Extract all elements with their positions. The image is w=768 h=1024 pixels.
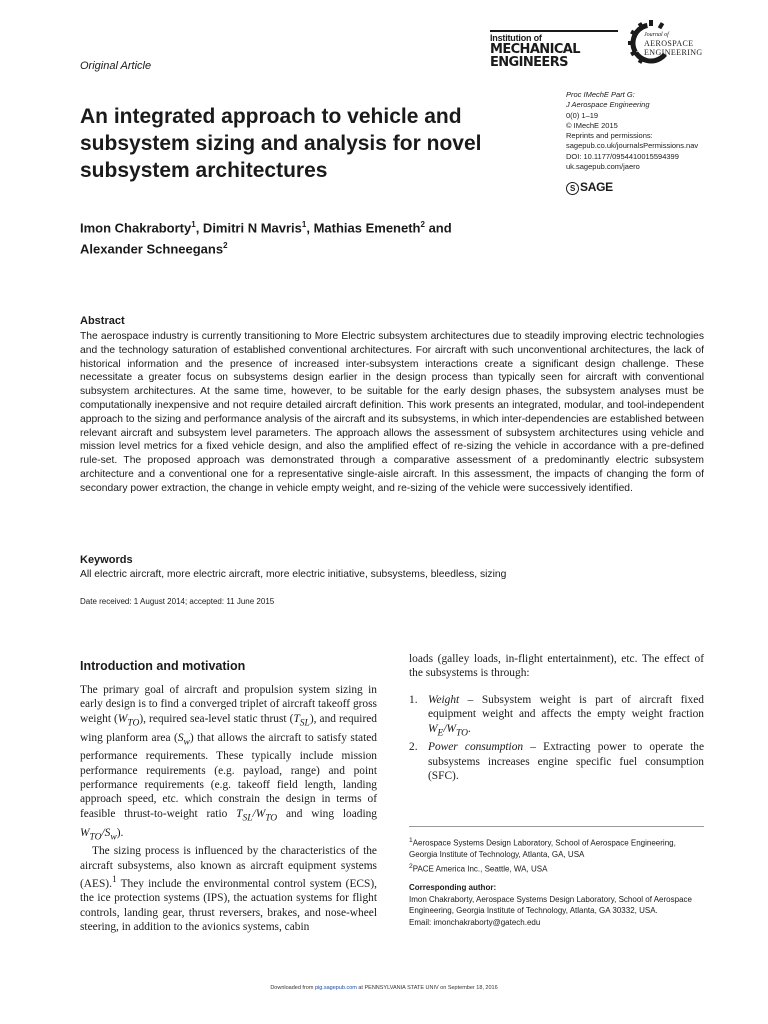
math-subscript: E [437,727,444,738]
journal-logo-line3: ENGINEERING [644,48,703,57]
math-subscript: SL [299,718,310,729]
math-symbol: /W [443,722,456,735]
math-subscript: w [110,831,117,842]
corresponding-author [409,882,704,928]
list-item [409,740,704,783]
paper-title: An integrated approach to vehicle and subsystem sizing and analysis for novel subsystem architectures [80,105,482,182]
author-name: Imon Chakraborty [80,220,192,236]
math-symbol: W [80,826,90,839]
math-symbol: T [236,807,243,820]
affiliation [409,861,704,875]
logo-line2: MECHANICAL [490,42,580,57]
effects-list [409,693,704,784]
list-number: 1. [409,693,418,706]
math-subscript: TO [265,813,278,824]
sage-icon: S [566,182,579,195]
body-paragraph [80,683,377,844]
math-subscript: w [183,736,190,747]
text-run: The sizing process is influenced by the characteristics of the aircraft subsystems, also known as aircraft equipment systems (AES). [80,845,377,890]
sage-name: SAGE [580,180,613,194]
keywords-heading: Keywords [80,554,133,566]
journal-info-line: Reprints and permissions: [566,131,653,141]
list-lead: Power consumption [428,741,524,754]
math-symbol: W [117,712,128,725]
permissions-link[interactable]: sagepub.co.uk/journalsPermissions.nav [566,141,699,151]
journal-logo-line2: AEROSPACE [644,39,694,48]
math-symbol: S [177,731,184,744]
doi-link[interactable]: DOI: 10.1177/0954410015594399 [566,151,679,161]
citation-ref[interactable]: 1 [111,875,117,885]
author-name: , Dimitri N Mavris [195,220,302,236]
logo-line3: ENGINEERS [490,55,568,70]
math-subscript: TO [455,727,468,738]
abstract-text: The aerospace industry is currently transitioning to More Electric subsystem architectures due to steadily improving electric technologies and the technology saturation of established conventional architectures. For aircraft with such unconventional architectures, the lack of historical information and the presence of increased inter-subsystem interactions create a significant design challenge. These necessitate a greater focus on subsystems design earlier in the design process than typically seen for aircraft with conventional subsystem architectures. At the same time, however, to be suitable for the early design phases, the subsystem analyses must be computationally inexpensive and not require detailed aircraft definition. This work presents an integrated, modular, and tool-independent approach to the sizing and performance analysis of the aircraft and its subsystems, in which inter-dependencies are established between relevant aircraft and subsystem level parameters. The approach allows the assessment of subsystem architectures using vehicle and mission level metrics for a fixed vehicle design, and also the amplified effect of re-sizing the vehicle in accordance with a pre-defined rule-set. The proposed approach was demonstrated through a comparative assessment of a predominantly electric subsystem architecture and a conventional one for a representative single-aisle aircraft. In this assessment, the impacts of changing the form of secondary power extraction, the change in vehicle empty weight, and re-sizing of the vehicle were successively identified. [80,331,704,494]
text-run: ) that allows the aircraft to satisfy stated performance requirements. These typically include mission performance requirements (e.g. payload, range) and point performance requirements (e.g. takeoff field length, landing approach speed, etc. which constrain the design in terms of feasible thrust-to-weight ratio [80,731,377,820]
footnote-divider [409,826,704,827]
logo-rule [490,30,618,32]
journal-info-line: Proc IMechE Part G: [566,90,635,99]
body-column-right [409,652,704,784]
body-paragraph [80,844,377,934]
text-run: ). [116,826,124,839]
corresponding-email[interactable]: Email: imonchakraborty@gatech.edu [409,917,541,927]
math-symbol: /W [252,807,266,820]
logo-line1: Institution of [490,33,542,43]
text-run: The primary goal of aircraft and propulsion system sizing in early design is to find a converged triplet of aircraft takeoff gross weight ( [80,684,377,725]
corresponding-address: Imon Chakraborty, Aerospace Systems Design Laboratory, School of Aerospace Engineering, Georgia Institute of Technology, Atlanta, GA 30332, USA. [409,894,692,916]
math-subscript: TO [89,831,102,842]
author-list [80,216,560,259]
affiliation-marker: 1 [301,220,307,229]
journal-logo [644,32,714,57]
journal-logo-line1: Journal of [644,32,669,38]
text-run: They include the environmental control system (ECS), the ice protection systems (IPS), the actuation systems for flight controls, landing gear, thrust reversers, brakes, and nose-wheel steering, in addition to the avionics systems, cabin [80,877,377,934]
list-lead: Weight [428,693,460,706]
journal-info [566,90,756,172]
math-subscript: SL [242,813,253,824]
math-symbol: T [293,712,300,725]
download-text: Downloaded from [270,985,315,991]
math-symbol: W [428,722,438,735]
body-paragraph: loads (galley loads, in-flight entertainment), etc. The effect of the subsystems is through: [409,653,704,680]
affiliation-marker: 1 [409,837,413,844]
math-symbol: /S [101,826,111,839]
text-run: . [467,722,471,735]
list-item [409,693,704,741]
list-number: 2. [409,741,418,754]
text-run: ), and required wing planform area ( [80,712,377,744]
article-type: Original Article [80,60,152,72]
section-heading: Introduction and motivation [80,659,246,673]
journal-url-link[interactable]: uk.sagepub.com/jaero [566,162,640,172]
affiliation-text: PACE America Inc., Seattle, WA, USA [412,864,548,874]
sage-logo [566,180,613,195]
download-link[interactable]: pig.sagepub.com [314,985,357,991]
affiliation-text: Aerospace Systems Design Laboratory, School of Aerospace Engineering, Georgia Institute of Technology, Atlanta, GA, USA [409,838,676,860]
text-run: ), required sea-level static thrust ( [139,712,294,725]
affiliation-marker: 2 [420,220,425,229]
imeche-logo [490,30,618,72]
text-run: and wing loading [277,807,378,820]
journal-info-line: 0(0) 1–19 [566,110,599,120]
author-name: , Mathias Emeneth [306,220,421,236]
corresponding-heading: Corresponding author: [409,883,497,892]
abstract-heading: Abstract [80,315,125,327]
math-subscript: TO [127,718,140,729]
author-name: Alexander Schneegans [80,241,224,257]
journal-info-line: J Aerospace Engineering [566,100,650,110]
author-conjunction: and [424,220,452,236]
download-text: at PENNSYLVANIA STATE UNIV on September 18, 2016 [356,985,498,991]
keywords-text: All electric aircraft, more electric aircraft, more electric initiative, subsystems, bleedless, sizing [80,569,507,580]
affiliation-marker: 2 [409,862,413,870]
body-column-left [80,683,377,934]
text-run: – Extracting power to operate the subsystems increases engine specific fuel consumption (SFC). [428,741,704,783]
affiliation-marker: 1 [191,220,196,229]
date-received: Date received: 1 August 2014; accepted: 11 June 2015 [80,597,275,606]
affiliations [409,835,704,875]
journal-info-line: © IMechE 2015 [566,120,618,130]
text-run: – Subsystem weight is part of aircraft fixed equipment weight and affects the empty weight fraction [428,693,704,721]
affiliation [409,835,704,861]
affiliation-marker: 2 [223,241,228,251]
download-notice [0,985,768,991]
